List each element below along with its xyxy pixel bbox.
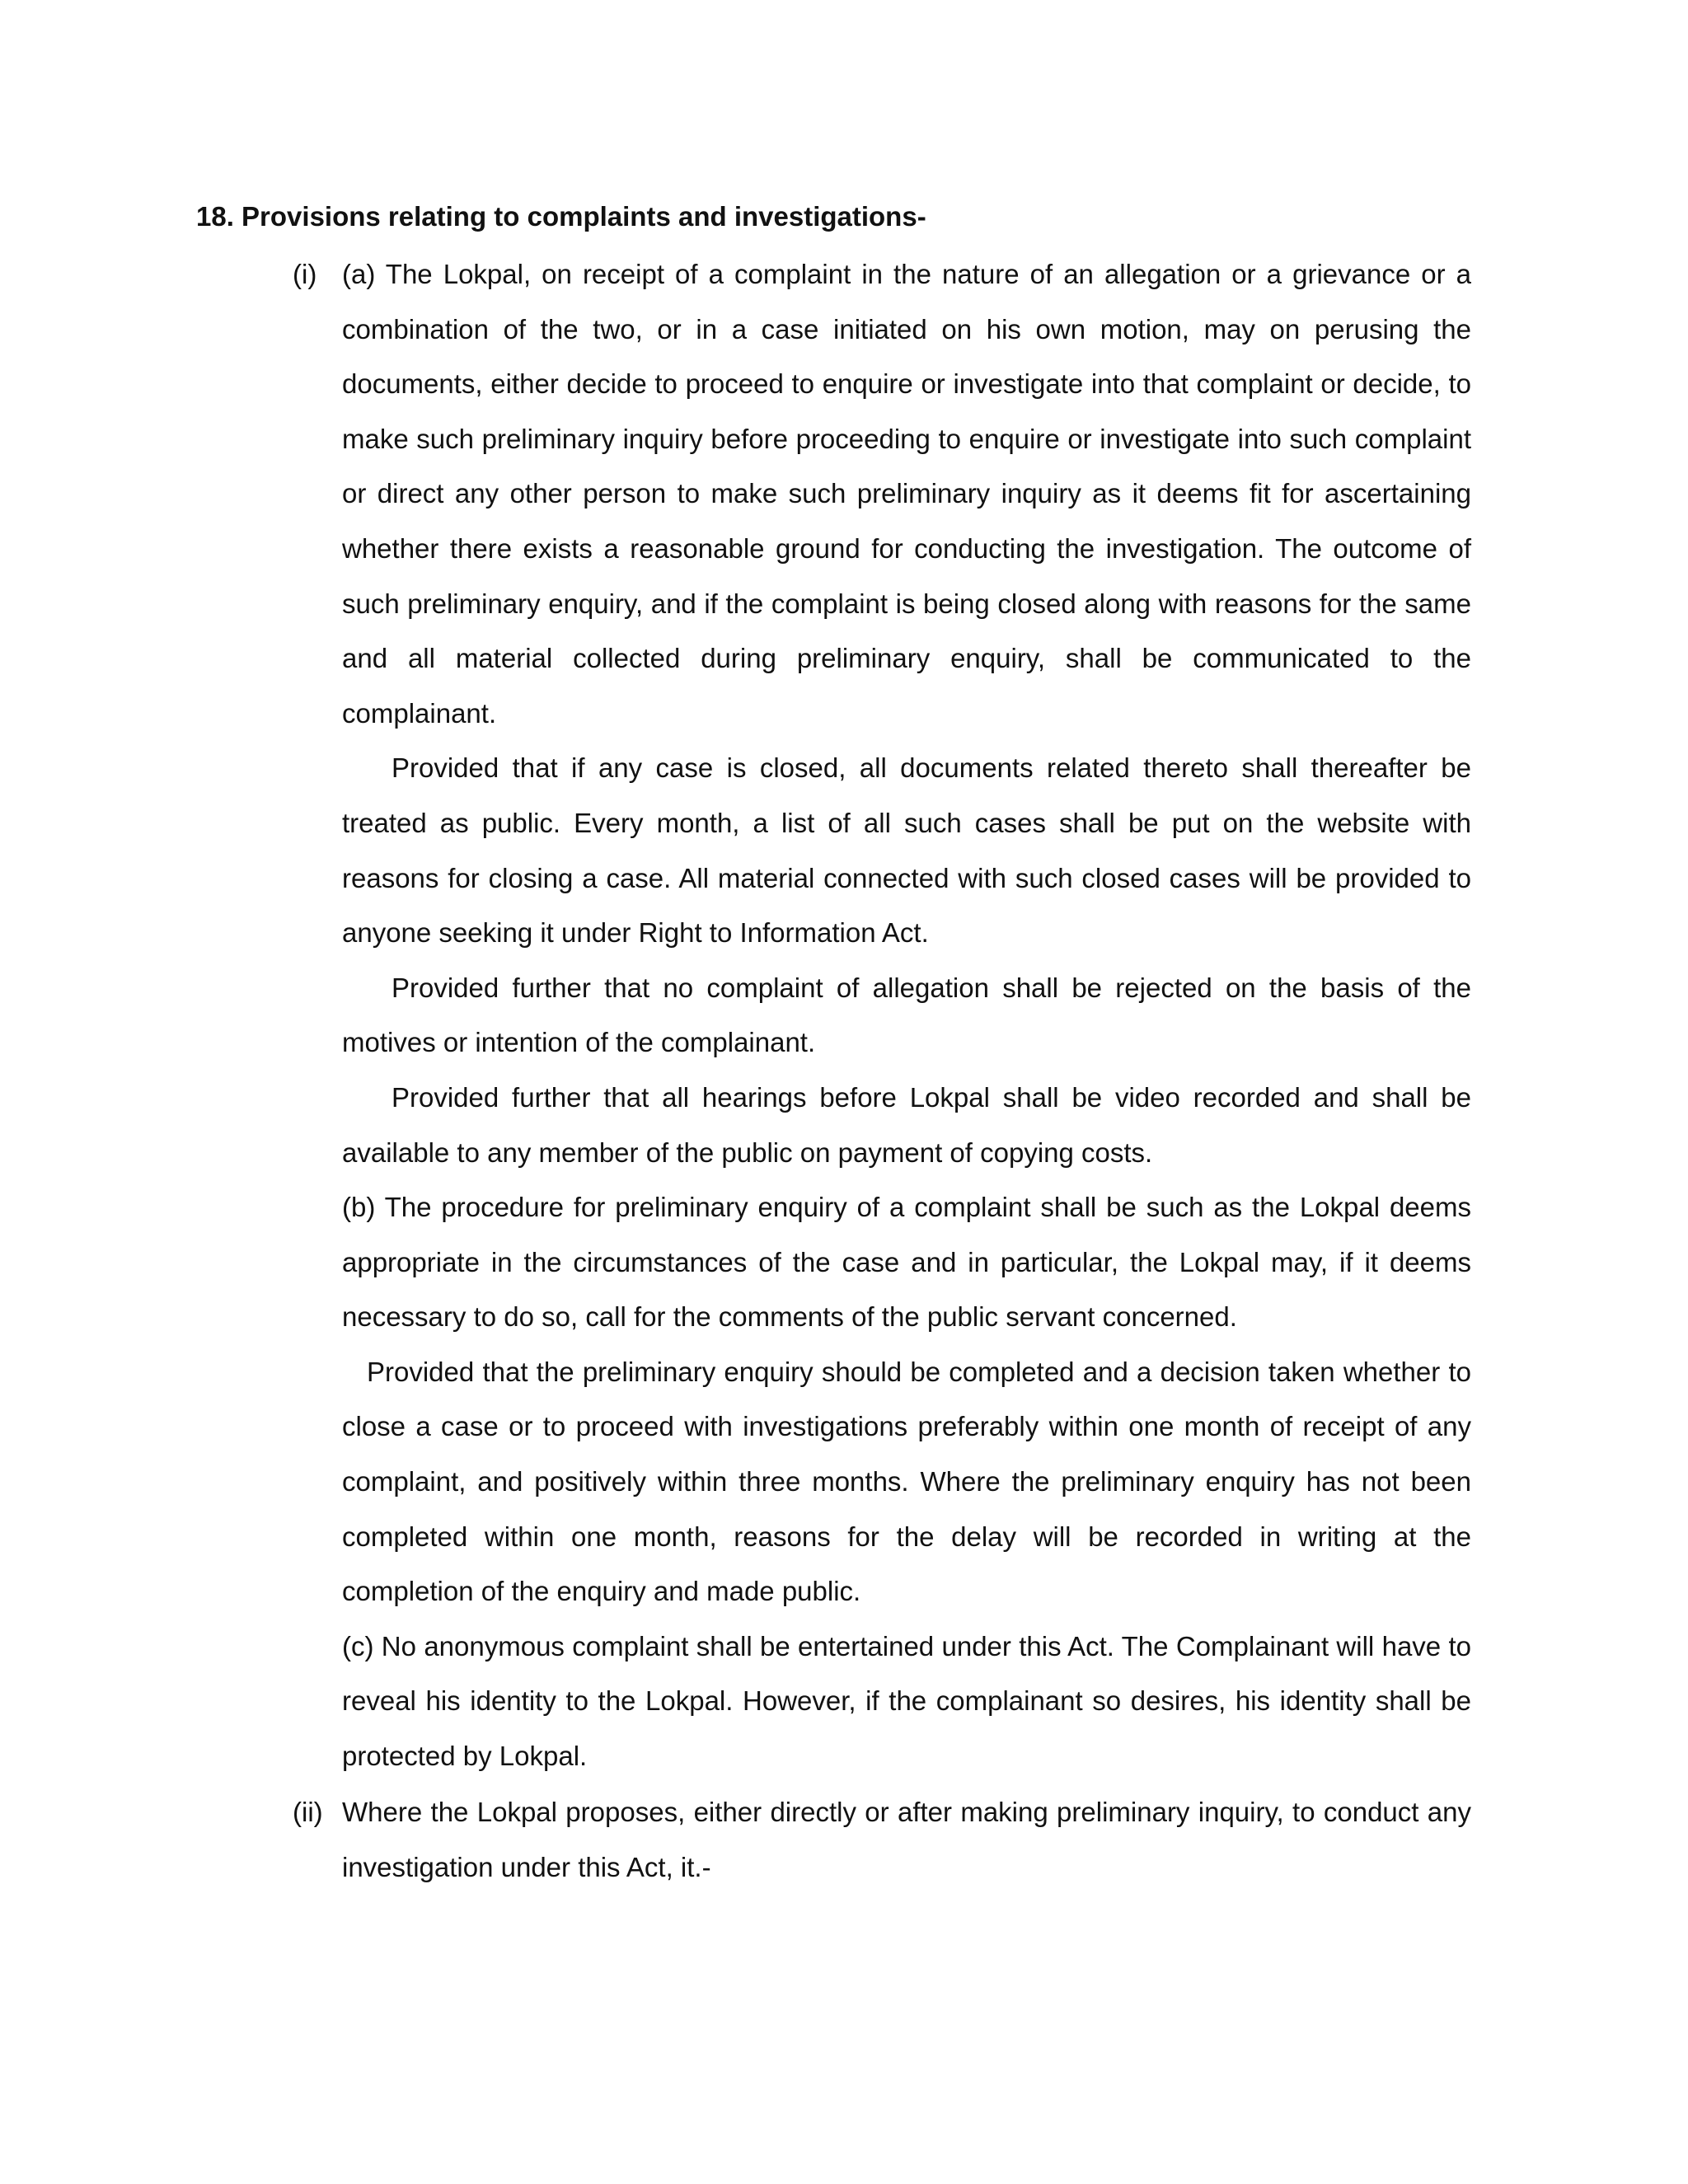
paragraph-a: (a) The Lokpal, on receipt of a complaint in the nature of an allegation or a grievance or a combination of the two, or in a case initiated on his own motion, may on perusing the documents, either decide to proceed to enquire or investigate into that complaint or decide, to make such preliminary inquiry before proceeding to enquire or investigate into such complaint or direct any other person to make such preliminary inquiry as it deems fit for ascertaining whether there exists a reasonable ground for conducting the investigation. The outcome of such preliminary enquiry, and if the complaint is being closed along with reasons for the same and all material collected during preliminary enquiry, shall be communicated to the complainant. <box>342 259 1471 729</box>
proviso-closed-cases: Provided that if any case is closed, all documents related thereto shall thereafter be treated as public. Every month, a list of all such cases shall be put on the website with reasons for closing a case. All material connected with such closed cases will be provided to anyone seeking it under Right to Information Act. <box>342 752 1471 949</box>
paragraph-b: (b) The procedure for preliminary enquiry of a complaint shall be such as the Lokpal deems appropriate in the circumstances of the case and in particular, the Lokpal may, if it deems necessary to do so, call for the comments of the public servant concerned. <box>342 1192 1471 1333</box>
clause-ii <box>293 1785 1471 1895</box>
clause-body <box>342 1785 1471 1895</box>
section-heading: 18. Provisions relating to complaints and investigations- <box>196 201 926 232</box>
clause-body <box>342 247 1471 1784</box>
paragraph-investigation: Where the Lokpal proposes, either directly or after making preliminary inquiry, to conduct any investigation under this Act, it.- <box>342 1797 1471 1882</box>
clause-marker: (i) <box>293 259 317 289</box>
clause-i <box>293 247 1471 1784</box>
proviso-motives: Provided further that no complaint of allegation shall be rejected on the basis of the motives or intention of the complainant. <box>342 972 1471 1058</box>
proviso-time-limit: Provided that the preliminary enquiry should be completed and a decision taken whether to close a case or to proceed with investigations preferably within one month of receipt of any complaint, and positively within three months. Where the preliminary enquiry has not been completed within one month, reasons for the delay will be recorded in writing at the completion of the enquiry and made public. <box>342 1356 1471 1607</box>
proviso-video-recorded: Provided further that all hearings before Lokpal shall be video recorded and shall be available to any member of the public on payment of copying costs. <box>342 1081 1471 1168</box>
clause-marker: (ii) <box>293 1797 323 1827</box>
paragraph-c: (c) No anonymous complaint shall be entertained under this Act. The Complainant will have to reveal his identity to the Lokpal. However, if the complainant so desires, his identity shall be protected by Lokpal. <box>342 1630 1471 1772</box>
